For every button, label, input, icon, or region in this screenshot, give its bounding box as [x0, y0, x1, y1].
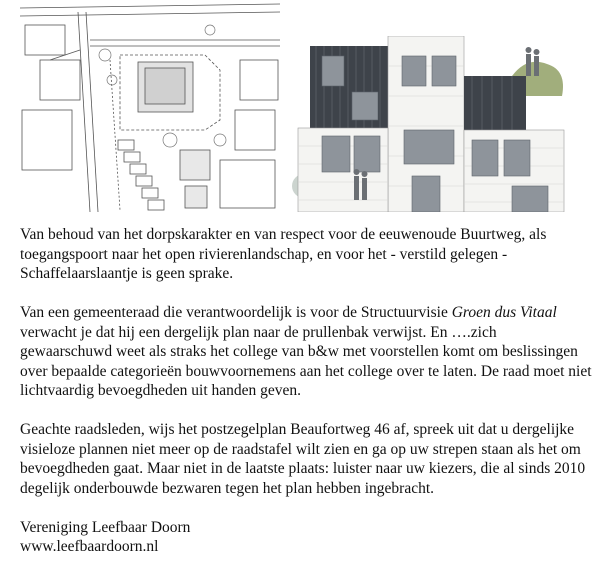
paragraph-1: Van behoud van het dorpskarakter en van respect voor de eeuwenoude Buurtweg, als toegangspoort naar het open rivierenlandschap, en voor het - verstild gelegen - Schaffelaarslaantje is geen sprake.: [20, 226, 547, 282]
paragraph-2-start: Van een gemeenteraad die verantwoordelijk is voor de Structuurvisie: [20, 304, 452, 321]
signature-website-link[interactable]: www.leefbaardoorn.nl: [20, 538, 159, 555]
paragraph-2: [20, 303, 592, 401]
paragraph-3: Geachte raadsleden, wijs het postzegelplan Beaufortweg 46 af, spreek uit dat u dergelijke visieloze plannen niet meer op de raadstafel wilt zien en ga op uw strepen staan als het om bevoegdheden gaat. Maar niet in de laatste plaats: luister naar uw kiezers, die al sinds 2010 degelijk onderbouwde bezwaren tegen het plan hebben ingebracht.: [20, 421, 586, 497]
illustrations: [0, 0, 600, 216]
signature-organization: Vereniging Leefbaar Doorn: [20, 518, 191, 536]
building-elevation-image: [292, 36, 570, 212]
article-body: [20, 225, 592, 557]
structure-vision-title: Groen dus Vitaal: [451, 304, 557, 321]
site-plan-image: [20, 0, 280, 212]
paragraph-2-end: verwacht je dat hij een dergelijk plan naar de prullenbak verwijst. En ….zich gewaarschuwd weet als straks het college van b&w met voorstellen komt om beslissingen over bepaalde categorieën bouwvoornemens aan het college over te laten. De raad moet niet lichtvaardig bevoegdheden uit handen geven.: [20, 323, 592, 399]
